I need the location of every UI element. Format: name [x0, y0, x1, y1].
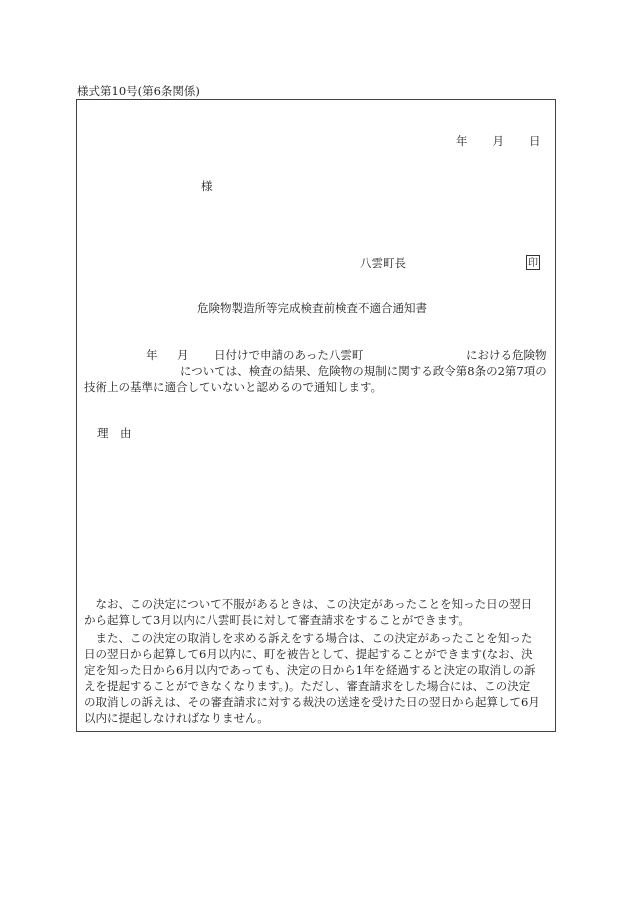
body-line1-mid: 日付けで申請のあった八雲町	[214, 348, 364, 362]
form-number: 様式第10号(第6条関係)	[77, 84, 200, 98]
notice-line: また、この決定の取消しを求める訴えをする場合は、この決定があったことを知った	[84, 631, 533, 645]
body-line2: については、検査の結果、危険物の規制に関する政令第8条の2第7項の	[180, 364, 547, 378]
body-line3: 技術上の基準に適合していないと認めるので通知します。	[84, 380, 383, 394]
addressee-suffix: 様	[201, 179, 213, 193]
notice-line: から起算して3月以内に八雲町長に対して審査請求をすることができます。	[84, 613, 470, 627]
notice-line: なお、この決定について不服があるときは、この決定があったことを知った日の翌日	[84, 597, 533, 611]
date-line	[456, 136, 541, 148]
notice-line: 定を知った日から6月以内であっても、決定の日から1年を経過すると決定の取消しの訴	[84, 663, 536, 677]
body-year-label: 年	[146, 348, 158, 362]
notice-line: の取消しの訴えは、その審査請求に対する裁決の送達を受けた日の翌日から起算して6月	[84, 695, 540, 709]
date-day-label: 日	[529, 134, 541, 148]
body-line1-end: における危険物	[466, 348, 547, 362]
date-year-label: 年	[456, 134, 468, 148]
notice-line: 日の翌日から起算して6月以内に、町を被告として、提起することができます(なお、決	[84, 647, 533, 661]
issuer-name: 八雲町長	[360, 256, 406, 270]
notice-line: 以内に提起しなければなりません。	[84, 711, 269, 725]
date-month-label: 月	[492, 134, 504, 148]
reason-label: 理 由	[97, 426, 132, 440]
seal-mark: 印	[526, 255, 540, 270]
document-title: 危険物製造所等完成検査前検査不適合通知書	[197, 301, 427, 315]
body-month-label: 月	[177, 348, 189, 362]
notice-line: えを提起することができなくなります。)。ただし、審査請求をした場合には、この決定	[84, 679, 531, 693]
